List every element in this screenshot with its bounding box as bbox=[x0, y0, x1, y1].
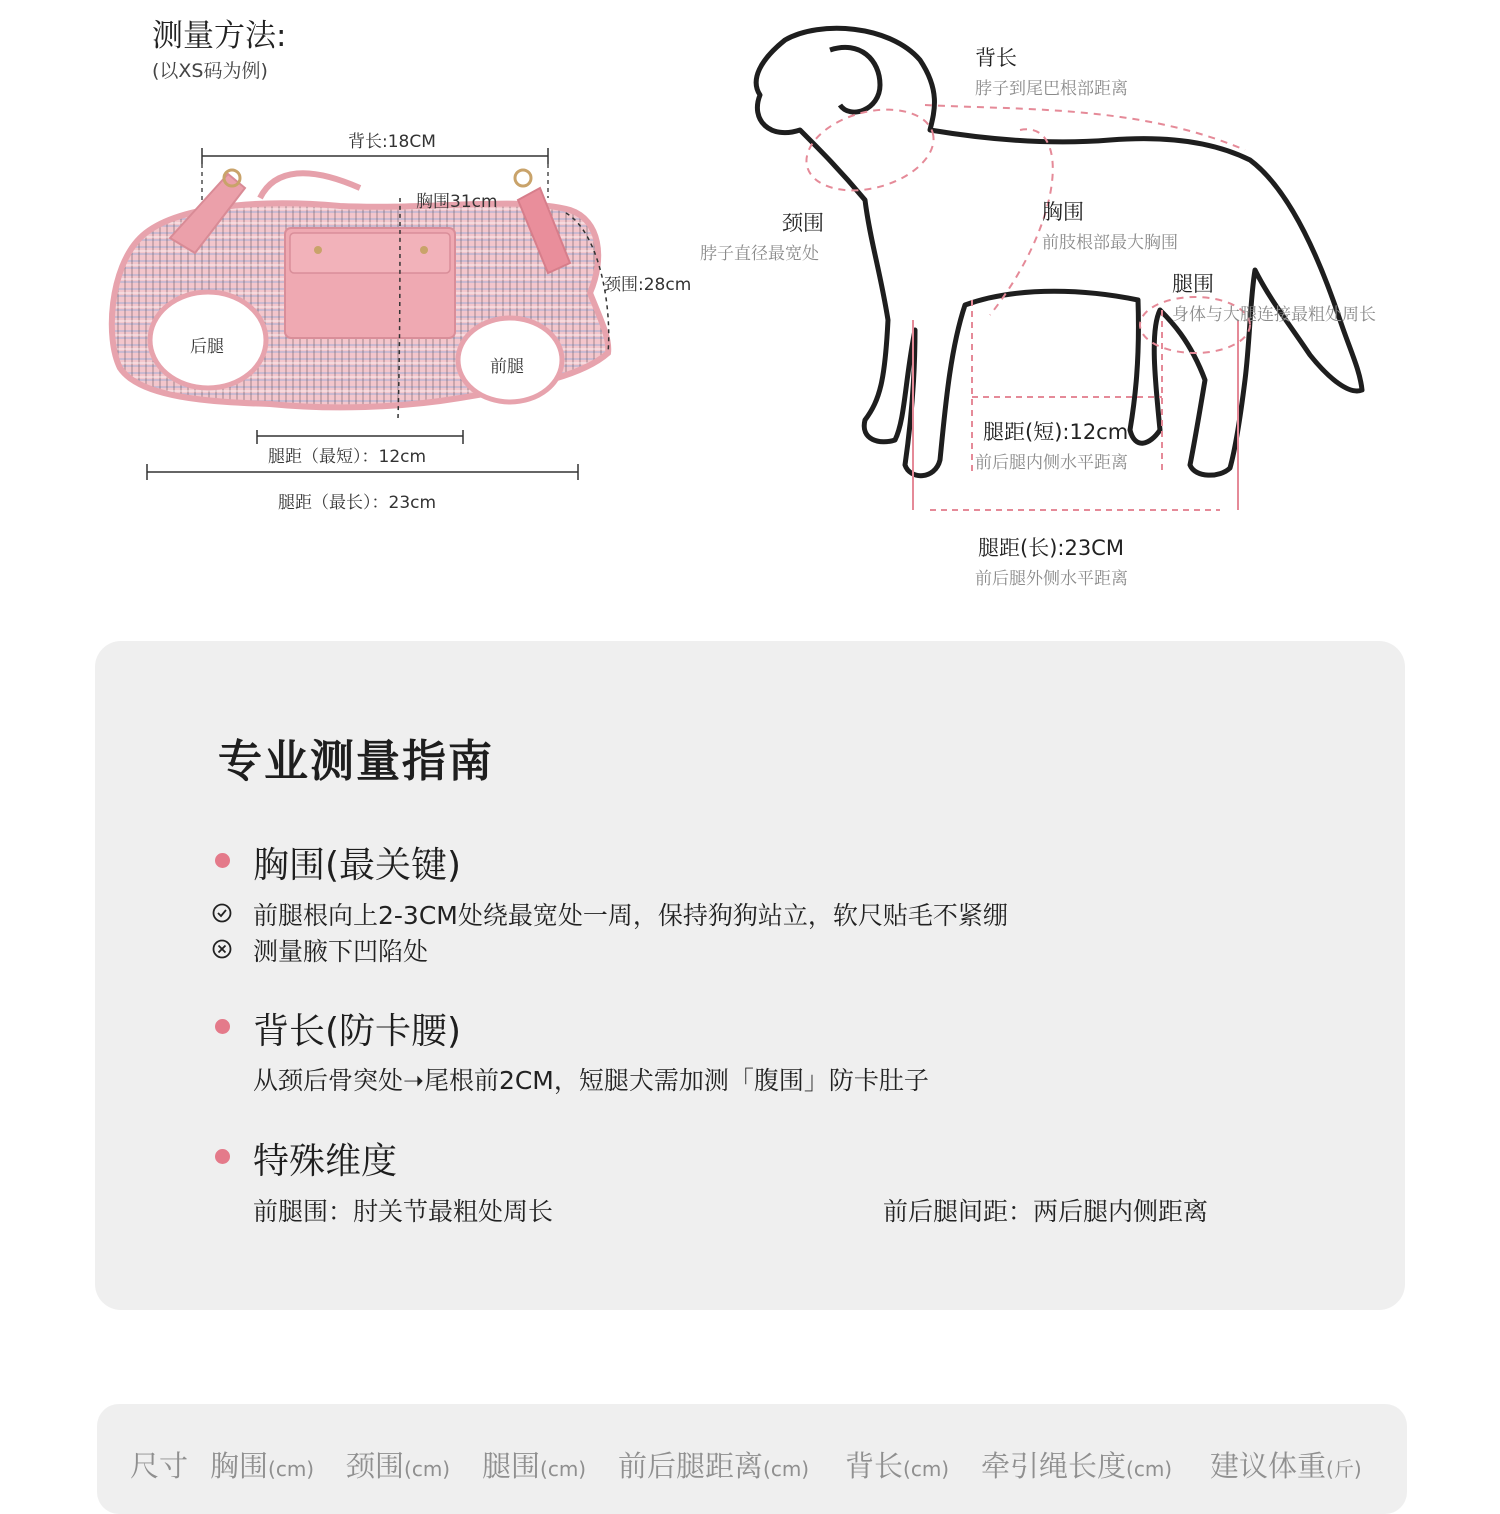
harness-back-length-label: 背长:18CM bbox=[348, 132, 436, 152]
bullet-dot bbox=[215, 1019, 230, 1034]
method-title: 测量方法: bbox=[152, 18, 287, 54]
table-header-leg-distance: 前后腿距离(cm) bbox=[618, 1449, 810, 1483]
dog-leg-long-desc: 前后腿外侧水平距离 bbox=[975, 569, 1128, 589]
dog-back-label: 背长 bbox=[975, 46, 1017, 70]
check-icon bbox=[212, 903, 232, 923]
method-subtitle: (以XS码为例) bbox=[152, 60, 268, 82]
dog-back-desc: 脖子到尾巴根部距离 bbox=[975, 79, 1128, 99]
dog-leg-label: 腿围 bbox=[1172, 272, 1214, 296]
section-special-line-1: 前腿围：肘关节最粗处周长 bbox=[253, 1197, 554, 1226]
cross-icon bbox=[212, 939, 232, 959]
section-special-line-2: 前后腿间距：两后腿内侧距离 bbox=[883, 1197, 1209, 1226]
harness-chest-label: 胸围31cm bbox=[416, 192, 498, 212]
dog-neck-label: 颈围 bbox=[782, 211, 824, 235]
bullet-dot bbox=[215, 1149, 230, 1164]
guide-title: 专业测量指南 bbox=[218, 736, 494, 787]
harness-illustration bbox=[100, 118, 700, 538]
table-header-leash: 牵引绳长度(cm) bbox=[981, 1449, 1173, 1483]
section-chest-title: 胸围(最关键) bbox=[253, 845, 462, 886]
table-header-neck: 颈围(cm) bbox=[346, 1449, 451, 1483]
harness-neck-label: 颈围:28cm bbox=[604, 275, 692, 295]
measurement-guide-panel bbox=[95, 641, 1405, 1310]
dog-neck-desc: 脖子直径最宽处 bbox=[700, 244, 819, 264]
harness-front-leg-label: 前腿 bbox=[490, 357, 524, 377]
section-back-title: 背长(防卡腰) bbox=[253, 1011, 462, 1052]
dog-leg-short-label: 腿距(短):12cm bbox=[983, 420, 1129, 444]
section-chest-line-2: 测量腋下凹陷处 bbox=[253, 937, 429, 966]
table-header-back: 背长(cm) bbox=[845, 1449, 950, 1483]
bullet-dot bbox=[215, 853, 230, 868]
table-header-weight: 建议体重(斤) bbox=[1210, 1449, 1362, 1483]
table-header-leg: 腿围(cm) bbox=[482, 1449, 587, 1483]
handle bbox=[260, 173, 360, 198]
harness-rear-leg-label: 后腿 bbox=[190, 337, 224, 357]
dog-leg-short-desc: 前后腿内侧水平距离 bbox=[975, 453, 1128, 473]
dog-chest-desc: 前肢根部最大胸围 bbox=[1042, 233, 1178, 253]
harness-leg-short-label: 腿距（最短）：12cm bbox=[268, 447, 427, 467]
section-back-line-1: 从颈后骨突处➝尾根前2CM，短腿犬需加测「腹围」防卡肚子 bbox=[253, 1066, 929, 1095]
harness-leg-long-label: 腿距（最长）：23cm bbox=[278, 493, 437, 513]
section-special-title: 特殊维度 bbox=[253, 1141, 398, 1182]
dog-leg-long-label: 腿距(长):23CM bbox=[978, 536, 1124, 560]
section-chest-line-1: 前腿根向上2-3CM处绕最宽处一周，保持狗狗站立，软尺贴毛不紧绷 bbox=[253, 901, 1008, 930]
dog-leg-desc: 身体与大腿连接最粗处周长 bbox=[1172, 305, 1376, 325]
dog-chest-label: 胸围 bbox=[1042, 200, 1084, 224]
table-header-size: 尺寸 bbox=[130, 1449, 189, 1483]
table-header-chest: 胸围(cm) bbox=[210, 1449, 315, 1483]
